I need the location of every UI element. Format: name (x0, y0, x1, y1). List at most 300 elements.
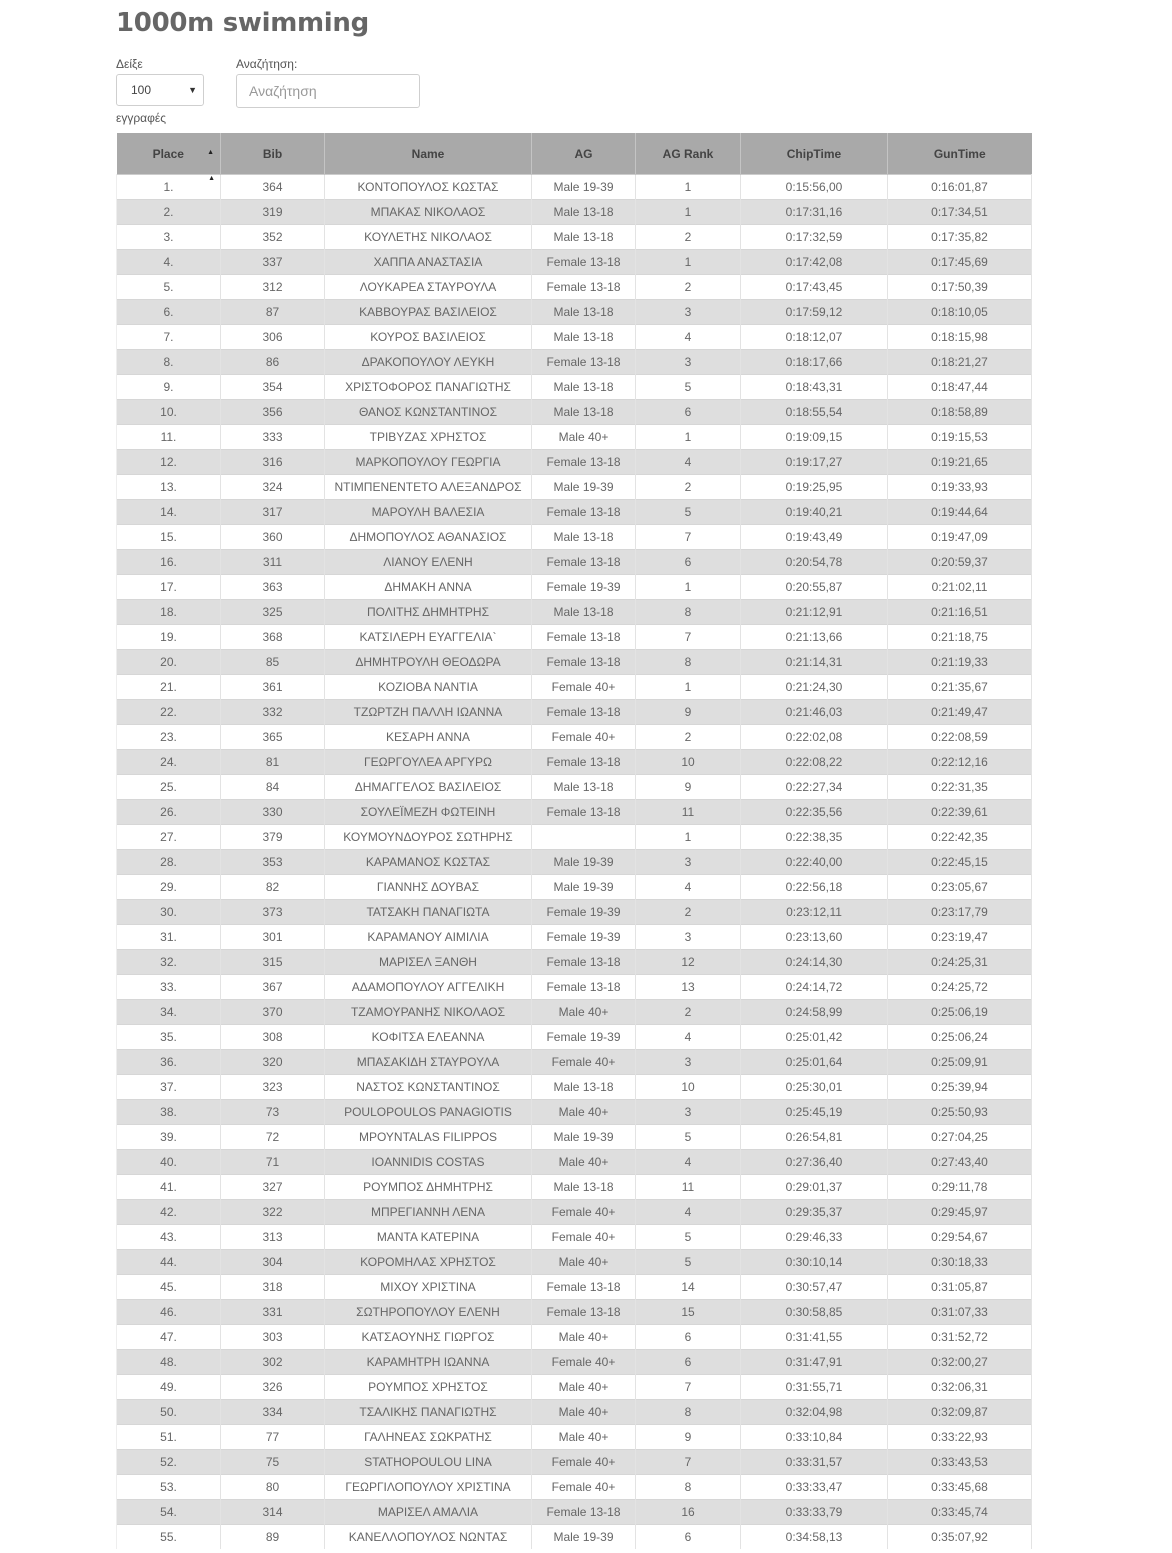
ag-rank-cell: 12 (636, 950, 741, 975)
ag-rank-cell: 8 (636, 600, 741, 625)
chiptime-cell: 0:19:25,95 (741, 475, 888, 500)
column-header-place[interactable] (117, 133, 221, 182)
name-cell: ΝΑΣΤΟΣ ΚΩΝΣΤΑΝΤΙΝΟΣ (325, 1075, 532, 1100)
age-group-cell: Female 19-39 (532, 575, 636, 600)
ag-rank-cell: 7 (636, 1450, 741, 1475)
column-header-ag-rank[interactable] (636, 133, 741, 175)
bib-cell: 325 (221, 600, 325, 625)
table-row (117, 1225, 1032, 1250)
column-header-label: GunTime (933, 146, 986, 161)
age-group-cell: Male 19-39 (532, 175, 636, 200)
age-group-cell: Female 40+ (532, 1200, 636, 1225)
place-cell: 3. (117, 225, 221, 250)
name-cell: ΓΕΩΡΓΟΥΛΕΑ ΑΡΓΥΡΩ (325, 750, 532, 775)
place-cell: 30. (117, 900, 221, 925)
age-group-cell: Female 13-18 (532, 1500, 636, 1525)
place-cell: 16. (117, 550, 221, 575)
guntime-cell: 0:19:33,93 (888, 475, 1032, 500)
name-cell: ΛΙΑΝΟΥ ΕΛΕΝΗ (325, 550, 532, 575)
name-cell: ΚΑΡΑΜΑΝΟΥ ΑΙΜΙΛΙΑ (325, 925, 532, 950)
guntime-cell: 0:31:52,72 (888, 1325, 1032, 1350)
ag-rank-cell: 1 (636, 200, 741, 225)
ag-rank-cell: 14 (636, 1275, 741, 1300)
chiptime-cell: 0:21:24,30 (741, 675, 888, 700)
age-group-cell: Male 40+ (532, 1400, 636, 1425)
chiptime-cell: 0:22:35,56 (741, 800, 888, 825)
column-header-guntime[interactable] (888, 133, 1032, 175)
name-cell: POULOPOULOS PANAGIOTIS (325, 1100, 532, 1125)
ag-rank-cell: 2 (636, 1000, 741, 1025)
bib-cell: 363 (221, 575, 325, 600)
guntime-cell: 0:18:10,05 (888, 300, 1032, 325)
chiptime-cell: 0:21:46,03 (741, 700, 888, 725)
ag-rank-cell: 3 (636, 300, 741, 325)
table-row (117, 1100, 1032, 1125)
table-row (117, 575, 1032, 600)
guntime-cell: 0:23:05,67 (888, 875, 1032, 900)
table-row (117, 1250, 1032, 1275)
chiptime-cell: 0:34:58,13 (741, 1525, 888, 1550)
guntime-cell: 0:35:07,92 (888, 1525, 1032, 1550)
chiptime-cell: 0:19:40,21 (741, 500, 888, 525)
ag-rank-cell: 6 (636, 1350, 741, 1375)
guntime-cell: 0:32:06,31 (888, 1375, 1032, 1400)
chiptime-cell: 0:19:17,27 (741, 450, 888, 475)
age-group-cell: Female 40+ (532, 1350, 636, 1375)
guntime-cell: 0:25:39,94 (888, 1075, 1032, 1100)
name-cell: ΓΑΛΗΝΕΑΣ ΣΩΚΡΑΤΗΣ (325, 1425, 532, 1450)
table-row (117, 175, 1032, 200)
name-cell: ΜΑΡΚΟΠΟΥΛΟΥ ΓΕΩΡΓΙΑ (325, 450, 532, 475)
ag-rank-cell: 13 (636, 975, 741, 1000)
age-group-cell: Male 13-18 (532, 325, 636, 350)
bib-cell: 379 (221, 825, 325, 850)
age-group-cell: Female 19-39 (532, 925, 636, 950)
guntime-cell: 0:24:25,31 (888, 950, 1032, 975)
column-header-ag[interactable] (532, 133, 636, 175)
age-group-cell: Female 13-18 (532, 625, 636, 650)
guntime-cell: 0:22:42,35 (888, 825, 1032, 850)
age-group-cell: Female 13-18 (532, 975, 636, 1000)
place-cell: 36. (117, 1050, 221, 1075)
name-cell: ΡΟΥΜΠΟΣ ΧΡΗΣΤΟΣ (325, 1375, 532, 1400)
guntime-cell: 0:18:21,27 (888, 350, 1032, 375)
table-row (117, 425, 1032, 450)
bib-cell: 331 (221, 1300, 325, 1325)
ag-rank-cell: 2 (636, 725, 741, 750)
name-cell: ΤΡΙΒΥΖΑΣ ΧΡΗΣΤΟΣ (325, 425, 532, 450)
place-cell: 35. (117, 1025, 221, 1050)
guntime-cell: 0:29:11,78 (888, 1175, 1032, 1200)
chiptime-cell: 0:31:47,91 (741, 1350, 888, 1375)
chiptime-cell: 0:24:58,99 (741, 1000, 888, 1025)
place-cell: 10. (117, 400, 221, 425)
name-cell: ΧΑΠΠΑ ΑΝΑΣΤΑΣΙΑ (325, 250, 532, 275)
age-group-cell: Male 19-39 (532, 475, 636, 500)
name-cell: ΚΟΦΙΤΣΑ ΕΛΕΑΝΝΑ (325, 1025, 532, 1050)
place-cell: 37. (117, 1075, 221, 1100)
table-row (117, 800, 1032, 825)
guntime-cell: 0:17:50,39 (888, 275, 1032, 300)
chiptime-cell: 0:25:45,19 (741, 1100, 888, 1125)
chiptime-cell: 0:18:43,31 (741, 375, 888, 400)
bib-cell: 318 (221, 1275, 325, 1300)
column-header-label: ChipTime (786, 146, 842, 161)
name-cell: ΚΑΡΑΜΑΝΟΣ ΚΩΣΤΑΣ (325, 850, 532, 875)
age-group-cell: Male 40+ (532, 1000, 636, 1025)
age-group-cell: Female 13-18 (532, 950, 636, 975)
ag-rank-cell: 9 (636, 1425, 741, 1450)
bib-cell: 315 (221, 950, 325, 975)
name-cell: IOANNIDIS COSTAS (325, 1150, 532, 1175)
bib-cell: 365 (221, 725, 325, 750)
age-group-cell: Female 40+ (532, 1450, 636, 1475)
place-cell: 19. (117, 625, 221, 650)
bib-cell: 80 (221, 1475, 325, 1500)
name-cell: ΜΑΡΟΥΛΗ ΒΑΛΕΣΙΑ (325, 500, 532, 525)
name-cell: ΓΙΑΝΝΗΣ ΔΟΥΒΑΣ (325, 875, 532, 900)
age-group-cell: Male 13-18 (532, 525, 636, 550)
place-cell: 12. (117, 450, 221, 475)
place-cell: 25. (117, 775, 221, 800)
name-cell: ΧΡΙΣΤΟΦΟΡΟΣ ΠΑΝΑΓΙΩΤΗΣ (325, 375, 532, 400)
name-cell: ΝΤΙΜΠΕΝΕΝΤΕΤΟ ΑΛΕΞΑΝΔΡΟΣ (325, 475, 532, 500)
name-cell: ΤΖΩΡΤΖΗ ΠΑΛΛΗ ΙΩΑΝΝΑ (325, 700, 532, 725)
place-cell: 17. (117, 575, 221, 600)
place-cell: 40. (117, 1150, 221, 1175)
age-group-cell: Female 40+ (532, 675, 636, 700)
chiptime-cell: 0:19:43,49 (741, 525, 888, 550)
table-row (117, 1150, 1032, 1175)
chiptime-cell: 0:25:01,42 (741, 1025, 888, 1050)
place-cell: 14. (117, 500, 221, 525)
bib-cell: 73 (221, 1100, 325, 1125)
place-cell: 29. (117, 875, 221, 900)
search-input[interactable] (236, 74, 420, 108)
page-length-label: Δείξε (116, 57, 143, 71)
bib-cell: 82 (221, 875, 325, 900)
guntime-cell: 0:24:25,72 (888, 975, 1032, 1000)
table-row (117, 1325, 1032, 1350)
guntime-cell: 0:17:45,69 (888, 250, 1032, 275)
table-row (117, 925, 1032, 950)
bib-cell: 313 (221, 1225, 325, 1250)
age-group-cell: Male 19-39 (532, 850, 636, 875)
bib-cell: 354 (221, 375, 325, 400)
age-group-cell: Male 13-18 (532, 300, 636, 325)
table-row (117, 400, 1032, 425)
name-cell: ΜΡΟΥΝΤΑLAS FILIPPOS (325, 1125, 532, 1150)
chiptime-cell: 0:31:55,71 (741, 1375, 888, 1400)
bib-cell: 301 (221, 925, 325, 950)
results-table (116, 133, 1032, 1549)
chiptime-cell: 0:21:13,66 (741, 625, 888, 650)
table-row (117, 1375, 1032, 1400)
table-row (117, 225, 1032, 250)
chiptime-cell: 0:33:33,47 (741, 1475, 888, 1500)
chiptime-cell: 0:22:40,00 (741, 850, 888, 875)
chiptime-cell: 0:26:54,81 (741, 1125, 888, 1150)
age-group-cell: Male 13-18 (532, 400, 636, 425)
place-cell: 32. (117, 950, 221, 975)
guntime-cell: 0:21:16,51 (888, 600, 1032, 625)
ag-rank-cell: 4 (636, 875, 741, 900)
bib-cell: 332 (221, 700, 325, 725)
table-row (117, 1400, 1032, 1425)
name-cell: ΔΗΜΑΚΗ ΑΝΝΑ (325, 575, 532, 600)
chiptime-cell: 0:21:14,31 (741, 650, 888, 675)
bib-cell: 72 (221, 1125, 325, 1150)
column-header-name[interactable] (325, 133, 532, 175)
age-group-cell: Male 40+ (532, 1150, 636, 1175)
table-row (117, 625, 1032, 650)
bib-cell: 303 (221, 1325, 325, 1350)
chiptime-cell: 0:22:38,35 (741, 825, 888, 850)
table-row (117, 1200, 1032, 1225)
table-row (117, 750, 1032, 775)
ag-rank-cell: 2 (636, 475, 741, 500)
guntime-cell: 0:22:31,35 (888, 775, 1032, 800)
name-cell: ΚΑΤΣΑΟΥΝΗΣ ΓΙΩΡΓΟΣ (325, 1325, 532, 1350)
table-row (117, 300, 1032, 325)
table-row (117, 1025, 1032, 1050)
ag-rank-cell: 6 (636, 550, 741, 575)
page-length-suffix: εγγραφές (116, 111, 167, 125)
table-row (117, 200, 1032, 225)
place-cell: 53. (117, 1475, 221, 1500)
bib-cell: 84 (221, 775, 325, 800)
place-cell: 38. (117, 1100, 221, 1125)
table-row (117, 275, 1032, 300)
place-cell: 54. (117, 1500, 221, 1525)
place-cell: 8. (117, 350, 221, 375)
name-cell: ΚΕΣΑΡΗ ΑΝΝΑ (325, 725, 532, 750)
ag-rank-cell: 2 (636, 225, 741, 250)
guntime-cell: 0:27:04,25 (888, 1125, 1032, 1150)
place-cell: 47. (117, 1325, 221, 1350)
name-cell: ΜΠΡΕΓΙΑΝΝΗ ΛΕΝΑ (325, 1200, 532, 1225)
place-cell: 52. (117, 1450, 221, 1475)
guntime-cell: 0:22:12,16 (888, 750, 1032, 775)
chiptime-cell: 0:30:57,47 (741, 1275, 888, 1300)
chiptime-cell: 0:18:12,07 (741, 325, 888, 350)
guntime-cell: 0:19:44,64 (888, 500, 1032, 525)
bib-cell: 77 (221, 1425, 325, 1450)
name-cell: ΚΟΖΙΟΒΑ ΝΑΝΤΙΑ (325, 675, 532, 700)
column-header-label: AG Rank (662, 146, 714, 161)
chiptime-cell: 0:29:35,37 (741, 1200, 888, 1225)
ag-rank-cell: 1 (636, 575, 741, 600)
ag-rank-cell: 9 (636, 775, 741, 800)
sort-ascending-icon: ▲ (207, 149, 214, 156)
table-header-row (117, 133, 1032, 175)
age-group-cell: Male 13-18 (532, 1075, 636, 1100)
guntime-cell: 0:21:19,33 (888, 650, 1032, 675)
bib-cell: 330 (221, 800, 325, 825)
chiptime-cell: 0:20:54,78 (741, 550, 888, 575)
age-group-cell: Female 13-18 (532, 800, 636, 825)
name-cell: ΔΗΜΗΤΡΟΥΛΗ ΘΕΟΔΩΡΑ (325, 650, 532, 675)
ag-rank-cell: 8 (636, 1475, 741, 1500)
place-cell: 27. (117, 825, 221, 850)
column-header-bib[interactable] (221, 133, 325, 175)
ag-rank-cell: 5 (636, 1225, 741, 1250)
ag-rank-cell: 1 (636, 250, 741, 275)
name-cell: ΔΗΜΟΠΟΥΛΟΣ ΑΘΑΝΑΣΙΟΣ (325, 525, 532, 550)
age-group-cell: Male 13-18 (532, 375, 636, 400)
bib-cell: 317 (221, 500, 325, 525)
guntime-cell: 0:22:08,59 (888, 725, 1032, 750)
age-group-cell: Female 13-18 (532, 350, 636, 375)
ag-rank-cell: 4 (636, 1200, 741, 1225)
table-row (117, 1000, 1032, 1025)
page-length-value: 100 (131, 83, 152, 97)
column-header-chiptime[interactable] (741, 133, 888, 175)
age-group-cell: Male 19-39 (532, 1125, 636, 1150)
bib-cell: 71 (221, 1150, 325, 1175)
place-cell: 28. (117, 850, 221, 875)
age-group-cell: Female 13-18 (532, 500, 636, 525)
age-group-cell: Male 40+ (532, 1375, 636, 1400)
ag-rank-cell: 6 (636, 1525, 741, 1550)
chiptime-cell: 0:25:01,64 (741, 1050, 888, 1075)
place-cell: 50. (117, 1400, 221, 1425)
guntime-cell: 0:18:58,89 (888, 400, 1032, 425)
name-cell: ΜΑΡΙΣΕΛ ΑΜΑΛΙΑ (325, 1500, 532, 1525)
table-row (117, 1350, 1032, 1375)
chiptime-cell: 0:17:43,45 (741, 275, 888, 300)
ag-rank-cell: 3 (636, 925, 741, 950)
place-cell: 5. (117, 275, 221, 300)
table-row (117, 1525, 1032, 1550)
age-group-cell: Female 13-18 (532, 275, 636, 300)
ag-rank-cell: 4 (636, 1025, 741, 1050)
bib-cell: 302 (221, 1350, 325, 1375)
age-group-cell: Female 13-18 (532, 250, 636, 275)
ag-rank-cell: 7 (636, 1375, 741, 1400)
guntime-cell: 0:31:07,33 (888, 1300, 1032, 1325)
guntime-cell: 0:16:01,87 (888, 175, 1032, 200)
age-group-cell: Female 13-18 (532, 550, 636, 575)
place-cell: 13. (117, 475, 221, 500)
table-row (117, 525, 1032, 550)
name-cell: ΤΖΑΜΟΥΡΑΝΗΣ ΝΙΚΟΛΑΟΣ (325, 1000, 532, 1025)
chiptime-cell: 0:30:10,14 (741, 1250, 888, 1275)
bib-cell: 86 (221, 350, 325, 375)
name-cell: ΛΟΥΚΑΡΕΑ ΣΤΑΥΡΟΥΛΑ (325, 275, 532, 300)
age-group-cell: Male 40+ (532, 425, 636, 450)
chiptime-cell: 0:19:09,15 (741, 425, 888, 450)
ag-rank-cell: 4 (636, 1150, 741, 1175)
bib-cell: 316 (221, 450, 325, 475)
name-cell: ΤΑΤΣΑΚΗ ΠΑΝΑΓΙΩΤΑ (325, 900, 532, 925)
guntime-cell: 0:31:05,87 (888, 1275, 1032, 1300)
bib-cell: 320 (221, 1050, 325, 1075)
column-header-label: Place (152, 146, 184, 161)
table-row (117, 1300, 1032, 1325)
place-cell: 51. (117, 1425, 221, 1450)
guntime-cell: 0:20:59,37 (888, 550, 1032, 575)
age-group-cell: Female 13-18 (532, 1275, 636, 1300)
ag-rank-cell: 8 (636, 1400, 741, 1425)
age-group-cell: Male 40+ (532, 1250, 636, 1275)
guntime-cell: 0:33:45,74 (888, 1500, 1032, 1525)
place-cell: 4. (117, 250, 221, 275)
chiptime-cell: 0:33:31,57 (741, 1450, 888, 1475)
search-label: Αναζήτηση: (236, 57, 298, 71)
chiptime-cell: 0:17:59,12 (741, 300, 888, 325)
age-group-cell (532, 825, 636, 850)
guntime-cell: 0:22:39,61 (888, 800, 1032, 825)
name-cell: ΚΑΒΒΟΥΡΑΣ ΒΑΣΙΛΕΙΟΣ (325, 300, 532, 325)
ag-rank-cell: 4 (636, 325, 741, 350)
table-row (117, 350, 1032, 375)
age-group-cell: Female 13-18 (532, 700, 636, 725)
page-title: 1000m swimming (116, 8, 369, 38)
age-group-cell: Male 40+ (532, 1425, 636, 1450)
place-cell: 31. (117, 925, 221, 950)
table-row (117, 975, 1032, 1000)
age-group-cell: Female 40+ (532, 725, 636, 750)
name-cell: ΜΑΝΤΑ ΚΑΤΕΡΙΝΑ (325, 1225, 532, 1250)
bib-cell: 364 (221, 175, 325, 200)
bib-cell: 352 (221, 225, 325, 250)
ag-rank-cell: 9 (636, 700, 741, 725)
page-length-select[interactable] (116, 74, 204, 106)
place-cell: 18. (117, 600, 221, 625)
place-cell: 20. (117, 650, 221, 675)
guntime-cell: 0:21:35,67 (888, 675, 1032, 700)
guntime-cell: 0:17:34,51 (888, 200, 1032, 225)
ag-rank-cell: 3 (636, 850, 741, 875)
dropdown-arrow-icon: ▼ (188, 85, 197, 95)
guntime-cell: 0:30:18,33 (888, 1250, 1032, 1275)
bib-cell: 353 (221, 850, 325, 875)
ag-rank-cell: 3 (636, 350, 741, 375)
chiptime-cell: 0:25:30,01 (741, 1075, 888, 1100)
guntime-cell: 0:33:22,93 (888, 1425, 1032, 1450)
table-row (117, 1275, 1032, 1300)
bib-cell: 312 (221, 275, 325, 300)
name-cell: ΤΣΑΛΙΚΗΣ ΠΑΝΑΓΙΩΤΗΣ (325, 1400, 532, 1425)
place-cell: 23. (117, 725, 221, 750)
table-row (117, 775, 1032, 800)
ag-rank-cell: 1 (636, 175, 741, 200)
name-cell: ΓΕΩΡΓΙΛΟΠΟΥΛΟΥ ΧΡΙΣΤΙΝΑ (325, 1475, 532, 1500)
chiptime-cell: 0:24:14,30 (741, 950, 888, 975)
bib-cell: 75 (221, 1450, 325, 1475)
table-row (117, 675, 1032, 700)
age-group-cell: Female 40+ (532, 1050, 636, 1075)
place-cell: 48. (117, 1350, 221, 1375)
chiptime-cell: 0:15:56,00 (741, 175, 888, 200)
name-cell: ΣΩΤΗΡΟΠΟΥΛΟΥ ΕΛΕΝΗ (325, 1300, 532, 1325)
ag-rank-cell: 5 (636, 1125, 741, 1150)
place-cell: 24. (117, 750, 221, 775)
table-row (117, 700, 1032, 725)
table-row (117, 1500, 1032, 1525)
chiptime-cell: 0:22:02,08 (741, 725, 888, 750)
name-cell: ΣΟΥΛΕΪΜΕΖΗ ΦΩΤΕΙΝΗ (325, 800, 532, 825)
guntime-cell: 0:18:15,98 (888, 325, 1032, 350)
table-row (117, 1075, 1032, 1100)
place-cell: 11. (117, 425, 221, 450)
table-row (117, 1175, 1032, 1200)
place-cell: 46. (117, 1300, 221, 1325)
table-row (117, 325, 1032, 350)
bib-cell: 326 (221, 1375, 325, 1400)
age-group-cell: Male 40+ (532, 1100, 636, 1125)
